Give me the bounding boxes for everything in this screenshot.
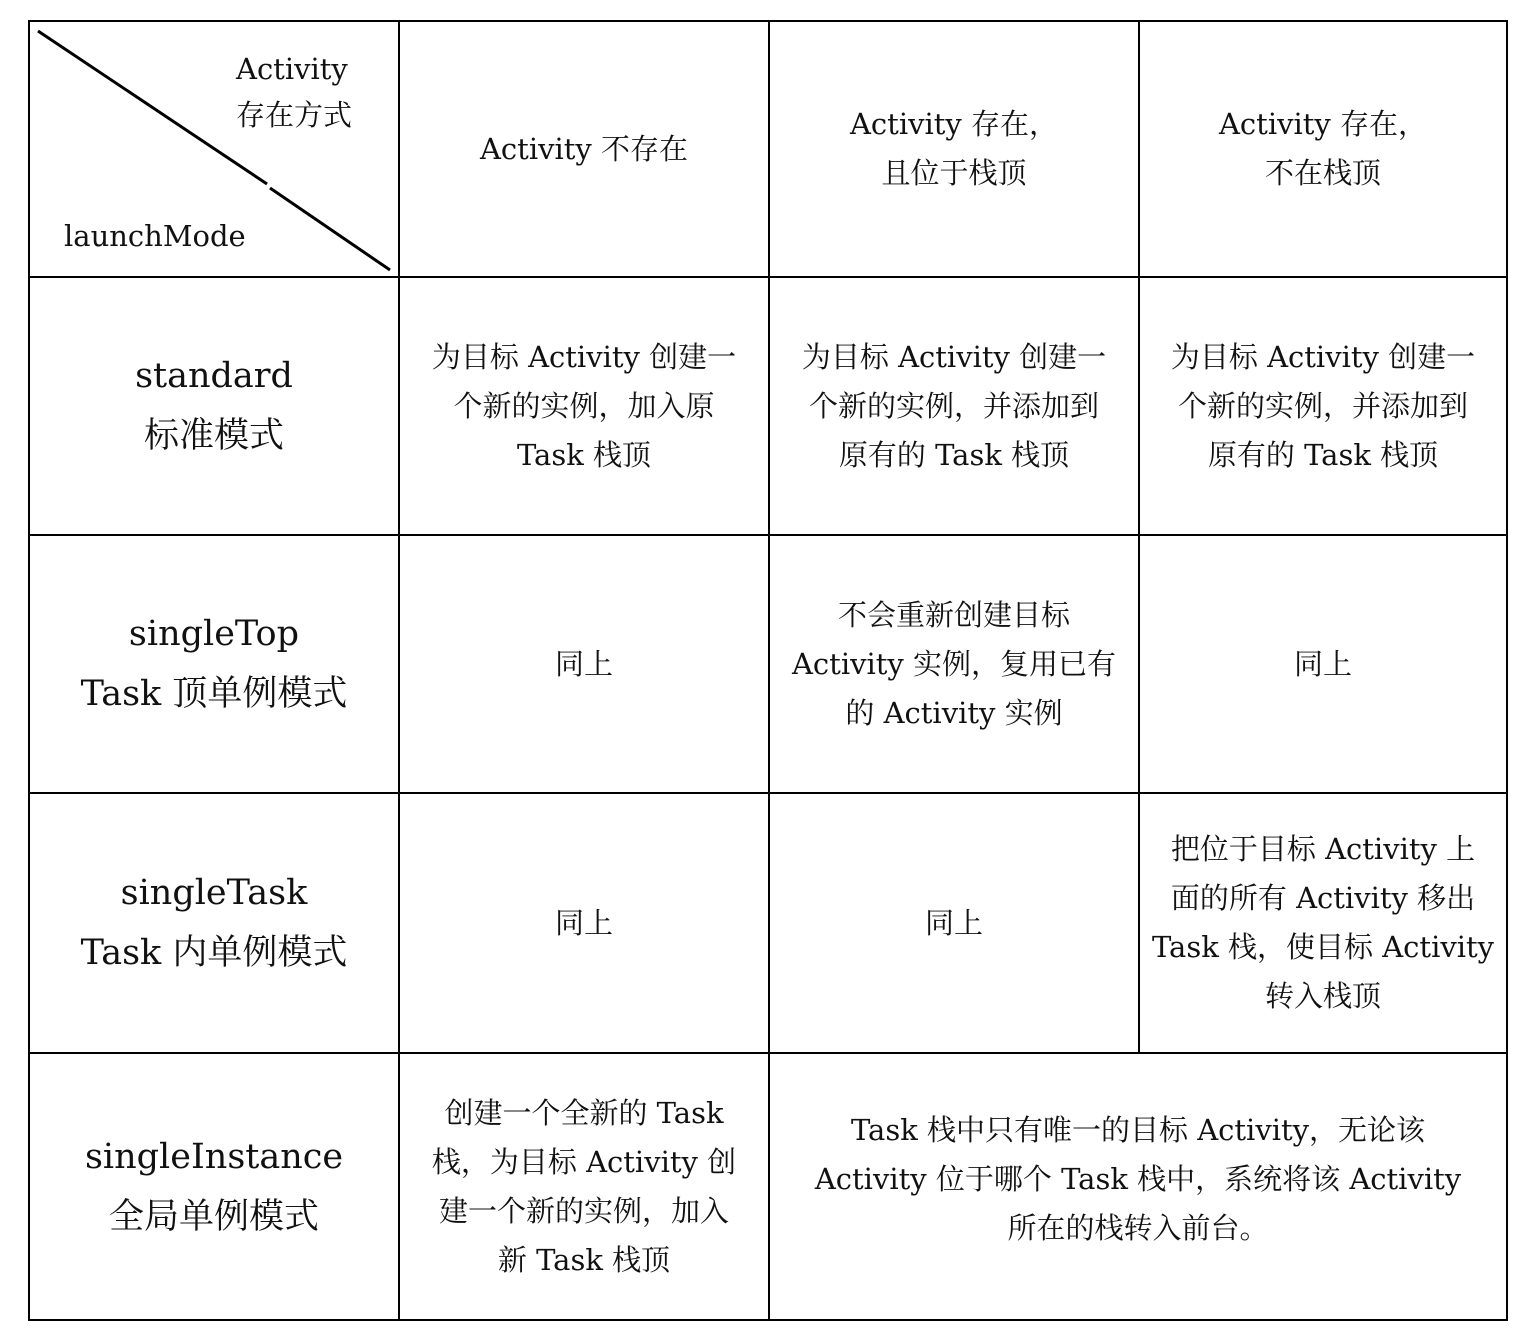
cell-line: 原有的 Task 栈顶 bbox=[838, 437, 1070, 472]
mode-name: standard bbox=[135, 356, 293, 396]
launch-mode-table bbox=[28, 20, 1508, 1321]
table-cell bbox=[398, 534, 770, 794]
cell-line: 所在的栈转入前台。 bbox=[1007, 1211, 1269, 1245]
cell-line: Task 栈，使目标 Activity bbox=[1151, 930, 1495, 964]
corner-column-label bbox=[236, 46, 352, 138]
column-header-activity-absent bbox=[398, 20, 770, 278]
cell-line: 栈，为目标 Activity 创 bbox=[431, 1144, 737, 1179]
header-line: 且位于栈顶 bbox=[881, 156, 1027, 190]
table-cell bbox=[1138, 534, 1508, 794]
header-line: Activity 不存在 bbox=[479, 131, 689, 166]
row-header-singletop bbox=[28, 534, 400, 794]
header-line: Activity 存在， bbox=[1218, 107, 1428, 141]
cell-line: 同上 bbox=[924, 905, 983, 940]
cell-line: 新 Task 栈顶 bbox=[497, 1242, 671, 1277]
cell-line: 同上 bbox=[1293, 646, 1352, 681]
table-cell bbox=[398, 276, 770, 536]
cell-line: 转入栈顶 bbox=[1264, 979, 1381, 1013]
corner-row-label: launchMode bbox=[64, 219, 246, 253]
table-cell bbox=[768, 534, 1140, 794]
mode-name-cn: 全局单例模式 bbox=[108, 1196, 319, 1237]
cell-line: 为目标 Activity 创建一 bbox=[1170, 339, 1476, 374]
cell-line: 不会重新创建目标 bbox=[837, 597, 1070, 632]
cell-line: Activity 位于哪个 Task 栈中，系统将该 Activity bbox=[814, 1162, 1462, 1196]
corner-label-line1: Activity bbox=[236, 52, 348, 86]
table-cell bbox=[1138, 792, 1508, 1054]
column-header-activity-top bbox=[768, 20, 1140, 278]
column-header-activity-not-top bbox=[1138, 20, 1508, 278]
row-header-standard bbox=[28, 276, 400, 536]
cell-line: 面的所有 Activity 移出 bbox=[1170, 881, 1476, 915]
corner-header-cell bbox=[28, 20, 400, 278]
table-cell bbox=[768, 276, 1140, 536]
cell-line: 个新的实例，并添加到 bbox=[1177, 388, 1468, 423]
mode-name-cn: Task 顶单例模式 bbox=[80, 674, 348, 714]
header-line: Activity 存在， bbox=[849, 107, 1059, 141]
table-cell bbox=[398, 1052, 770, 1321]
cell-line: 创建一个全新的 Task bbox=[444, 1095, 724, 1130]
mode-name-cn: Task 内单例模式 bbox=[80, 933, 348, 973]
cell-line: 同上 bbox=[554, 905, 613, 940]
header-line: 不在栈顶 bbox=[1264, 156, 1381, 190]
cell-line: 的 Activity 实例 bbox=[845, 695, 1063, 730]
cell-line: 建一个新的实例，加入 bbox=[438, 1193, 729, 1228]
mode-name: singleTop bbox=[128, 614, 300, 654]
table-cell bbox=[768, 792, 1140, 1054]
merged-cell bbox=[768, 1052, 1508, 1321]
cell-line: 个新的实例，并添加到 bbox=[808, 388, 1099, 423]
cell-line: 把位于目标 Activity 上 bbox=[1170, 832, 1476, 866]
mode-name: singleTask bbox=[120, 873, 308, 913]
cell-line: 同上 bbox=[554, 646, 613, 681]
cell-line: Task 栈中只有唯一的目标 Activity，无论该 bbox=[850, 1113, 1426, 1147]
row-header-singletask bbox=[28, 792, 400, 1054]
cell-line: 为目标 Activity 创建一 bbox=[431, 339, 737, 374]
cell-line: 原有的 Task 栈顶 bbox=[1207, 437, 1439, 472]
cell-line: 为目标 Activity 创建一 bbox=[801, 339, 1107, 374]
corner-label-line2: 存在方式 bbox=[236, 98, 353, 132]
mode-name: singleInstance bbox=[84, 1136, 344, 1177]
mode-name-cn: 标准模式 bbox=[143, 416, 284, 456]
table-cell bbox=[1138, 276, 1508, 536]
cell-line: Activity 实例，复用已有 bbox=[791, 646, 1117, 681]
cell-line: Task 栈顶 bbox=[516, 437, 652, 472]
table-cell bbox=[398, 792, 770, 1054]
cell-line: 个新的实例，加入原 bbox=[453, 388, 715, 423]
row-header-singleinstance bbox=[28, 1052, 400, 1321]
